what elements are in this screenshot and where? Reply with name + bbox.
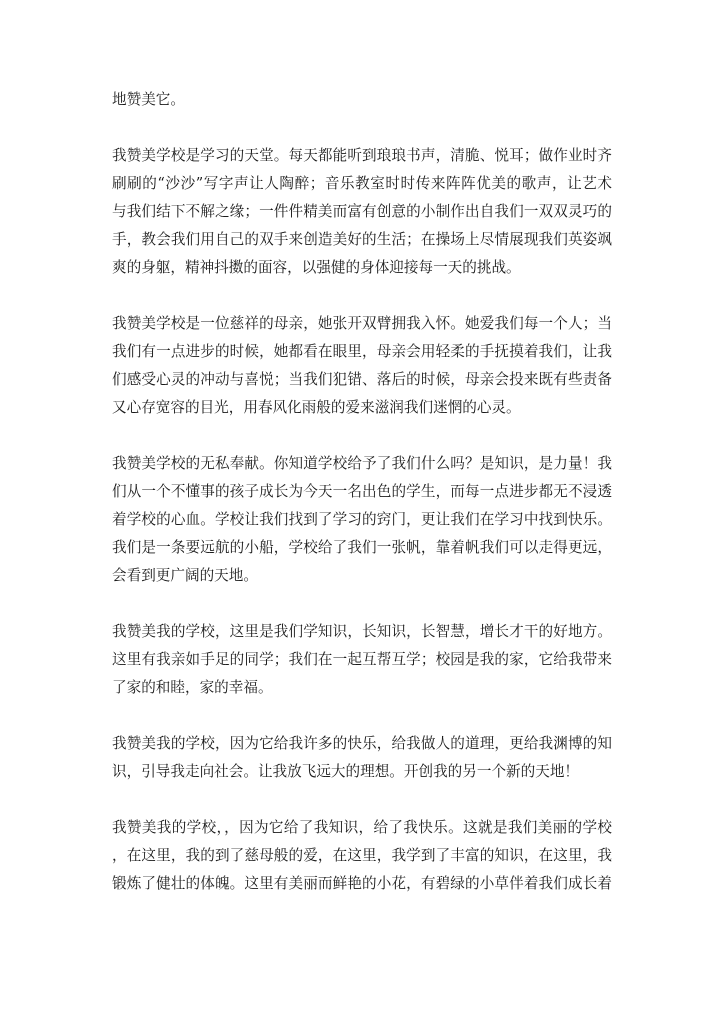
paragraph (112, 618, 612, 702)
paragraph (112, 142, 612, 282)
text-line: 又心存宽容的目光，用春风化雨般的爱来滋润我们迷惘的心灵。 (112, 399, 521, 416)
paragraph (112, 450, 612, 590)
text-line: 了家的和睦，家的幸福。 (112, 679, 273, 696)
text-line: 着学校的心血。学校让我们找到了学习的窍门，更让我们在学习中找到快乐。 (112, 511, 612, 528)
text-line: ，在这里，我的到了慈母般的爱，在这里，我学到了丰富的知识，在这里，我 (112, 847, 612, 864)
text-line: 地赞美它。 (112, 91, 185, 108)
text-line: 我赞美我的学校，，因为它给了我知识，给了我快乐。这就是我们美丽的学校 (112, 819, 612, 836)
text-line: 刷刷的“沙沙”写字声让人陶醉；音乐教室时时传来阵阵优美的歌声，让艺术 (112, 175, 612, 192)
document-body (112, 86, 612, 926)
text-line: 爽的身躯，精神抖擞的面容，以强健的身体迎接每一天的挑战。 (112, 259, 521, 276)
text-line: 我们有一点进步的时候，她都看在眼里，母亲会用轻柔的手抚摸着我们，让我 (112, 343, 612, 360)
text-line: 们感受心灵的冲动与喜悦；当我们犯错、落后的时候，母亲会投来既有些责备 (112, 371, 612, 388)
paragraph (112, 86, 612, 114)
text-line: 我赞美我的学校，因为它给我许多的快乐，给我做人的道理，更给我渊博的知 (112, 735, 612, 752)
paragraph (112, 814, 612, 898)
paragraph (112, 310, 612, 422)
text-line: 我赞美学校是一位慈祥的母亲，她张开双臂拥我入怀。她爱我们每一个人；当 (112, 315, 612, 332)
text-line: 会看到更广阔的天地。 (112, 567, 258, 584)
text-line: 我赞美学校是学习的天堂。每天都能听到琅琅书声，清脆、悦耳；做作业时齐 (112, 147, 612, 164)
text-line: 们从一个不懂事的孩子成长为今天一名出色的学生，而每一点进步都无不浸透 (112, 483, 612, 500)
paragraph (112, 730, 612, 786)
text-line: 我赞美学校的无私奉献。你知道学校给予了我们什么吗？是知识，是力量！我 (112, 455, 612, 472)
text-line: 锻炼了健壮的体魄。这里有美丽而鲜艳的小花，有碧绿的小草伴着我们成长着 (112, 875, 612, 892)
text-line: 与我们结下不解之缘；一件件精美而富有创意的小制作出自我们一双双灵巧的 (112, 203, 612, 220)
text-line: 这里有我亲如手足的同学；我们在一起互帮互学；校园是我的家，它给我带来 (112, 651, 612, 668)
text-line: 识，引导我走向社会。让我放飞远大的理想。开创我的另一个新的天地！ (112, 763, 580, 780)
text-line: 我赞美我的学校，这里是我们学知识，长知识，长智慧，增长才干的好地方。 (112, 623, 612, 640)
text-line: 手，教会我们用自己的双手来创造美好的生活；在操场上尽情展现我们英姿飒 (112, 231, 612, 248)
text-line: 我们是一条要远航的小船，学校给了我们一张帆，靠着帆我们可以走得更远， (112, 539, 612, 556)
